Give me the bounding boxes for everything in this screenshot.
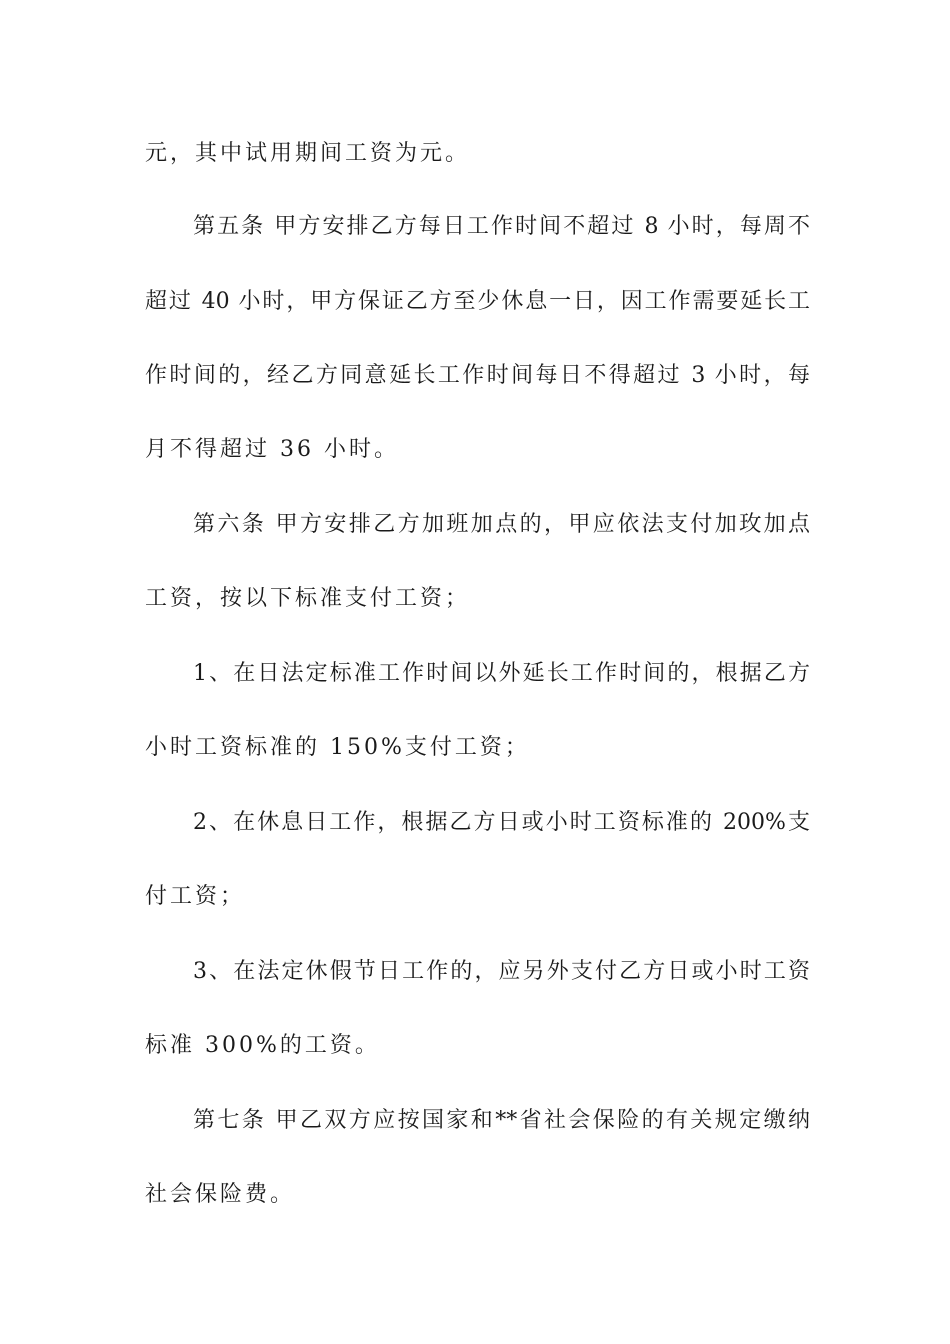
text-line-14: 第七条 甲乙双方应按国家和**省社会保险的有关规定缴纳: [193, 1108, 810, 1133]
text-line-1: 元，其中试用期间工资为元。: [145, 141, 471, 166]
text-line-15: 社会保险费。: [145, 1182, 296, 1207]
text-line-12: 3、在法定休假节日工作的，应另外支付乙方日或小时工资: [193, 959, 810, 984]
text-line-7: 工资，按以下标准支付工资；: [145, 586, 471, 611]
text-line-10: 2、在休息日工作，根据乙方日或小时工资标准的 200%支: [193, 810, 810, 835]
text-line-2: 第五条 甲方安排乙方每日工作时间不超过 8 小时，每周不: [193, 214, 810, 239]
text-line-9: 小时工资标准的 150%支付工资；: [145, 735, 530, 760]
text-line-11: 付工资；: [145, 884, 246, 909]
text-line-8: 1、在日法定标准工作时间以外延长工作时间的，根据乙方: [193, 661, 810, 686]
text-line-6: 第六条 甲方安排乙方加班加点的，甲应依法支付加玫加点: [193, 512, 810, 537]
text-line-3: 超过 40 小时，甲方保证乙方至少休息一日，因工作需要延长工: [145, 289, 810, 314]
text-line-5: 月不得超过 36 小时。: [145, 437, 399, 462]
text-line-13: 标准 300%的工资。: [145, 1033, 380, 1058]
text-line-4: 作时间的，经乙方同意延长工作时间每日不得超过 3 小时，每: [145, 363, 810, 388]
